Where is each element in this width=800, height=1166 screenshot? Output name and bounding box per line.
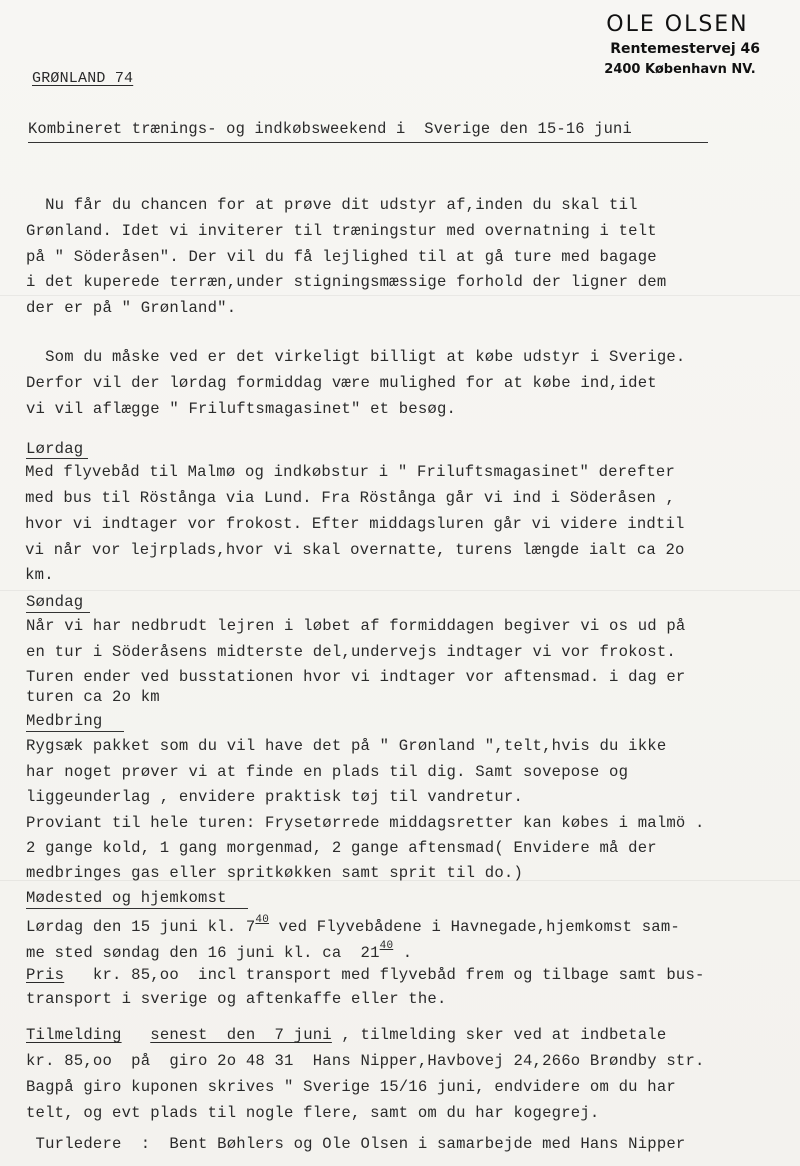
time-minutes: 40 bbox=[255, 914, 269, 926]
lordag-line: km. bbox=[6, 566, 54, 584]
letterhead bbox=[604, 12, 760, 77]
pris-text: kr. 85,oo incl transport med flyvebåd frem og tilbage samt bus- bbox=[64, 966, 705, 984]
tilmelding-text: , tilmelding sker ved at indbetale bbox=[331, 1026, 667, 1044]
sondag-underline bbox=[26, 612, 90, 613]
pris-line-1 bbox=[26, 966, 705, 984]
fold-line bbox=[0, 590, 800, 591]
lordag-line: Med flyvebåd til Malmø og indkøbstur i " Friluftsmagasinet" derefter bbox=[6, 463, 676, 481]
medbring-line: 2 gange kold, 1 gang morgenmad, 2 gange aftensmad( Envidere må der bbox=[26, 839, 657, 857]
turledere-line: Turledere : Bent Bøhlers og Ole Olsen i samarbejde med Hans Nipper bbox=[26, 1135, 686, 1153]
tilmelding-line-1 bbox=[26, 1026, 666, 1044]
subtitle: Kombineret trænings- og indkøbsweekend i Sverige den 15-16 juni bbox=[28, 120, 632, 138]
time-minutes: 40 bbox=[379, 940, 394, 952]
medbring-line: medbringes gas eller spritkøkken samt sprit til do.) bbox=[26, 864, 524, 882]
medbring-line: liggeunderlag , envidere praktisk tøj til vandretur. bbox=[26, 788, 524, 806]
modested-text: me sted søndag den 16 juni kl. ca 21 bbox=[26, 944, 380, 962]
subtitle-underline bbox=[28, 142, 708, 143]
modested-text: . bbox=[393, 944, 413, 962]
lordag-line: vi når vor lejrplads,hvor vi skal overnatte, turens længde ialt ca 2o bbox=[6, 541, 685, 559]
medbring-line: Proviant til hele turen: Frysetørrede middagsretter kan købes i malmö . bbox=[26, 814, 705, 832]
tilmelding-line: telt, og evt plads til nogle flere, samt om du har kogegrej. bbox=[26, 1104, 600, 1122]
tilmelding-deadline: senest den 7 juni bbox=[150, 1026, 332, 1044]
lordag-underline bbox=[26, 458, 88, 459]
para2-line: Derfor vil der lørdag formiddag være mulighed for at købe ind,idet bbox=[26, 374, 657, 392]
sondag-line: turen ca 2o km bbox=[26, 688, 160, 706]
document-title: GRØNLAND 74 bbox=[32, 70, 134, 87]
modested-heading: Mødested og hjemkomst bbox=[26, 889, 227, 907]
medbring-heading: Medbring bbox=[26, 712, 103, 730]
lordag-line: hvor vi indtager vor frokost. Efter middagsluren går vi videre indtil bbox=[6, 515, 685, 533]
para2-line: Som du måske ved er det virkeligt billigt at købe udstyr i Sverige. bbox=[26, 348, 686, 366]
modested-text: Lørdag den 15 juni kl. 7 bbox=[26, 918, 256, 936]
tilmelding-line: Bagpå giro kuponen skrives " Sverige 15/16 juni, endvidere om du har bbox=[26, 1078, 676, 1096]
intro-line: der er på " Grønland". bbox=[26, 299, 237, 317]
medbring-line: har noget prøver vi at finde en plads til dig. Samt sovepose og bbox=[26, 763, 629, 781]
letterhead-name: OLE OLSEN bbox=[606, 12, 749, 37]
intro-line: Nu får du chancen for at prøve dit udstyr af,inden du skal til bbox=[26, 196, 638, 214]
letterhead-city: 2400 København NV. bbox=[604, 62, 756, 77]
modested-text: ved Flyvebådene i Havnegade,hjemkomst sam- bbox=[269, 918, 680, 936]
spacer bbox=[122, 1026, 151, 1044]
sondag-line: en tur i Söderåsens midterste del,undervejs indtager vi vor frokost. bbox=[26, 643, 676, 661]
tilmelding-heading: Tilmelding bbox=[26, 1026, 122, 1044]
lordag-heading: Lørdag bbox=[26, 440, 84, 458]
medbring-underline bbox=[26, 731, 124, 732]
lordag-line: med bus til Röstånga via Lund. Fra Röstånga går vi ind i Söderåsen , bbox=[6, 489, 676, 507]
para2-line: vi vil aflægge " Friluftsmagasinet" et besøg. bbox=[26, 400, 457, 418]
sondag-heading: Søndag bbox=[26, 593, 84, 611]
fold-line bbox=[0, 295, 800, 296]
modested-line-1 bbox=[26, 914, 680, 936]
modested-line-2 bbox=[26, 940, 412, 962]
tilmelding-line: kr. 85,oo på giro 2o 48 31 Hans Nipper,Havbovej 24,266o Brøndby str. bbox=[26, 1052, 705, 1070]
medbring-line: Rygsæk pakket som du vil have det på " Grønland ",telt,hvis du ikke bbox=[26, 737, 667, 755]
intro-line: Grønland. Idet vi inviterer til træningstur med overnatning i telt bbox=[26, 222, 657, 240]
sondag-line: Når vi har nedbrudt lejren i løbet af formiddagen begiver vi os ud på bbox=[26, 617, 686, 635]
sondag-line: Turen ender ved busstationen hvor vi indtager vor aftensmad. i dag er bbox=[26, 668, 686, 686]
intro-line: i det kuperede terræn,under stigningsmæssige forhold der ligner dem bbox=[26, 273, 667, 291]
letterhead-street: Rentemestervej 46 bbox=[610, 41, 760, 57]
modested-underline bbox=[26, 908, 248, 909]
pris-line-2: transport i sverige og aftenkaffe eller the. bbox=[26, 990, 447, 1008]
intro-line: på " Söderåsen". Der vil du få lejlighed til at gå ture med bagage bbox=[26, 248, 657, 266]
pris-heading: Pris bbox=[26, 966, 65, 984]
